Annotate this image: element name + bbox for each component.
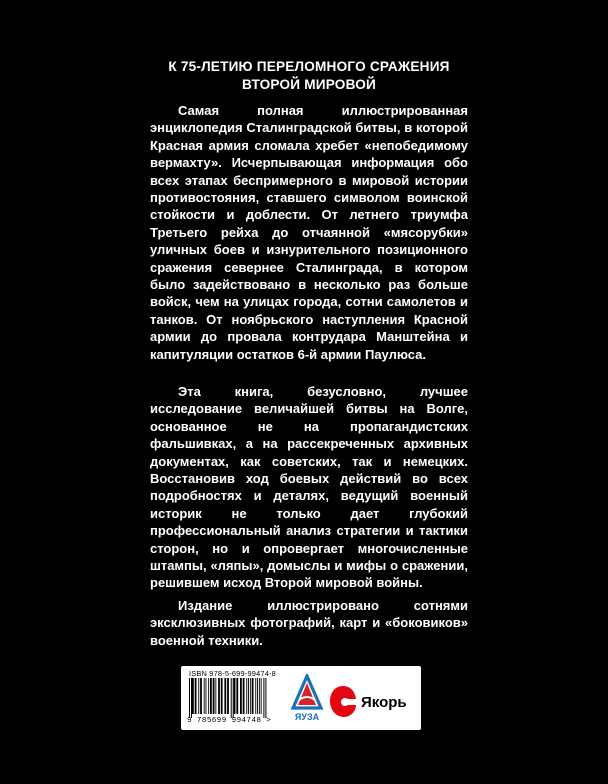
cover-heading — [120, 58, 498, 94]
yauza-logo-icon — [289, 674, 325, 724]
annotation-paragraph-1 — [150, 102, 468, 379]
yauza-logo-text: ЯУЗА — [294, 712, 320, 722]
annotation-paragraph-2 — [150, 383, 468, 608]
yakor-logo-icon — [327, 680, 419, 722]
barcode-icon — [187, 678, 283, 718]
yakor-logo-text: Якорь — [361, 694, 407, 711]
heading-line-2: ВТОРОЙ МИРОВОЙ — [241, 77, 377, 92]
heading-line-1: К 75-ЛЕТИЮ ПЕРЕЛОМНОГО СРАЖЕНИЯ — [168, 59, 450, 74]
paragraph-text: Издание иллюстрировано сотнями эксклюзивных фотографий, карт и «боковиков» военной техники. — [150, 598, 468, 648]
barcode-panel — [181, 666, 421, 730]
paragraph-text: Самая полная иллюстрированная энциклопедия Сталинградской битвы, в которой Красная армия сломала хребет «непобедимому вермахту». Исчерпывающая информация обо всех этапах беспримерного в мировой истории противостояния, ставшего символом воинской стойкости и доблести. От летнего триумфа Третьего рейха до отчаянной «мясорубки» уличных боев и изнурительного позиционного сражения севернее Сталинграда, в котором было задействовано в несколько раз больше войск, чем на улицах города, сотни самолетов и танков. От ноябрьского наступления Красной армии до провала контрудара Манштейна и капитуляции остатков 6-й армии Паулюса. — [150, 103, 468, 362]
paragraph-text: Эта книга, безусловно, лучшее исследование величайшей битвы на Волге, основанное не на пропагандистских фальшивках, а на рассекреченных архивных документах, как советских, так и немецких. Восстановив ход боевых действий во всех подробностях и деталях, ведущий военный историк не только дает глубокий профессиональный анализ стратегии и тактики сторон, но и опровергает многочисленные штампы, «ляпы», домыслы и мифы о сражении, решившем исход Второй мировой войны. — [150, 384, 468, 591]
barcode-digits: 9 785699 994748 > — [187, 717, 272, 725]
isbn-label: ISBN 978-5-699-99474-8 — [189, 669, 276, 678]
annotation-paragraph-3 — [150, 597, 468, 665]
